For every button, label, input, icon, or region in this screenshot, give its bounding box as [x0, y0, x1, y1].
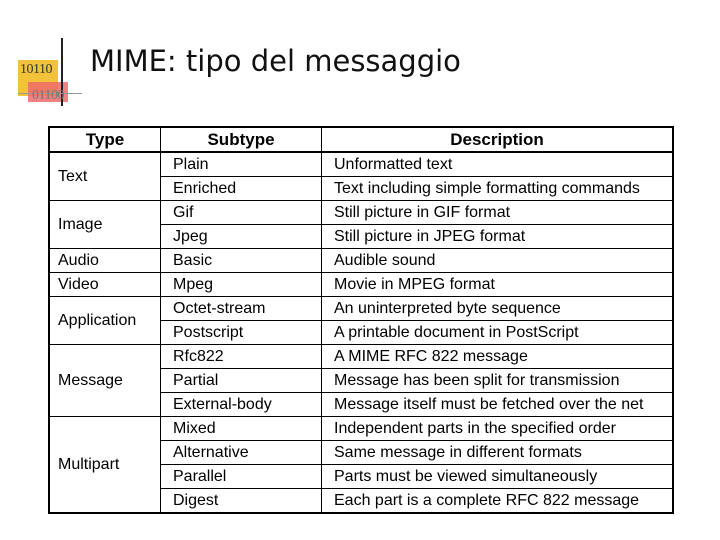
cell-subtype: Octet-stream	[161, 297, 322, 321]
cell-type: Video	[49, 273, 161, 297]
cell-description: Parts must be viewed simultaneously	[322, 465, 674, 489]
cell-description: Still picture in GIF format	[322, 201, 674, 225]
cell-description: A printable document in PostScript	[322, 321, 674, 345]
cell-description: Movie in MPEG format	[322, 273, 674, 297]
cell-subtype: Mpeg	[161, 273, 322, 297]
table-row	[49, 297, 673, 321]
logo-binary-top: 10110	[20, 62, 52, 77]
cell-subtype: Plain	[161, 152, 322, 177]
cell-type: Text	[49, 152, 161, 201]
cell-type: Application	[49, 297, 161, 345]
cell-subtype: Partial	[161, 369, 322, 393]
table-header-row	[49, 127, 673, 152]
cell-description: Each part is a complete RFC 822 message	[322, 489, 674, 514]
cell-subtype: External-body	[161, 393, 322, 417]
cell-type: Message	[49, 345, 161, 417]
cell-description: Independent parts in the specified order	[322, 417, 674, 441]
table-row	[49, 345, 673, 369]
cell-subtype: Mixed	[161, 417, 322, 441]
table-row	[49, 249, 673, 273]
cell-description: Same message in different formats	[322, 441, 674, 465]
cell-subtype: Jpeg	[161, 225, 322, 249]
cell-description: Audible sound	[322, 249, 674, 273]
cell-description: Unformatted text	[322, 152, 674, 177]
cell-description: Message has been split for transmission	[322, 369, 674, 393]
logo-binary-bottom: 01100	[32, 88, 64, 103]
cell-description: A MIME RFC 822 message	[322, 345, 674, 369]
logo	[14, 38, 84, 108]
cell-subtype: Rfc822	[161, 345, 322, 369]
cell-subtype: Digest	[161, 489, 322, 514]
cell-description: Still picture in JPEG format	[322, 225, 674, 249]
cell-description: Message itself must be fetched over the net	[322, 393, 674, 417]
cell-subtype: Postscript	[161, 321, 322, 345]
cell-subtype: Parallel	[161, 465, 322, 489]
header-subtype: Subtype	[161, 127, 322, 152]
table-body	[49, 152, 673, 513]
slide-title: MIME: tipo del messaggio	[90, 44, 461, 78]
cell-subtype: Gif	[161, 201, 322, 225]
table-row	[49, 152, 673, 177]
cell-type: Multipart	[49, 417, 161, 514]
cell-subtype: Enriched	[161, 177, 322, 201]
table-row	[49, 417, 673, 441]
mime-types-table	[48, 126, 674, 514]
cell-subtype: Basic	[161, 249, 322, 273]
cell-description: Text including simple formatting commands	[322, 177, 674, 201]
cell-type: Image	[49, 201, 161, 249]
header-description: Description	[322, 127, 674, 152]
cell-description: An uninterpreted byte sequence	[322, 297, 674, 321]
table-row	[49, 273, 673, 297]
header-type: Type	[49, 127, 161, 152]
table-row	[49, 201, 673, 225]
cell-subtype: Alternative	[161, 441, 322, 465]
cell-type: Audio	[49, 249, 161, 273]
